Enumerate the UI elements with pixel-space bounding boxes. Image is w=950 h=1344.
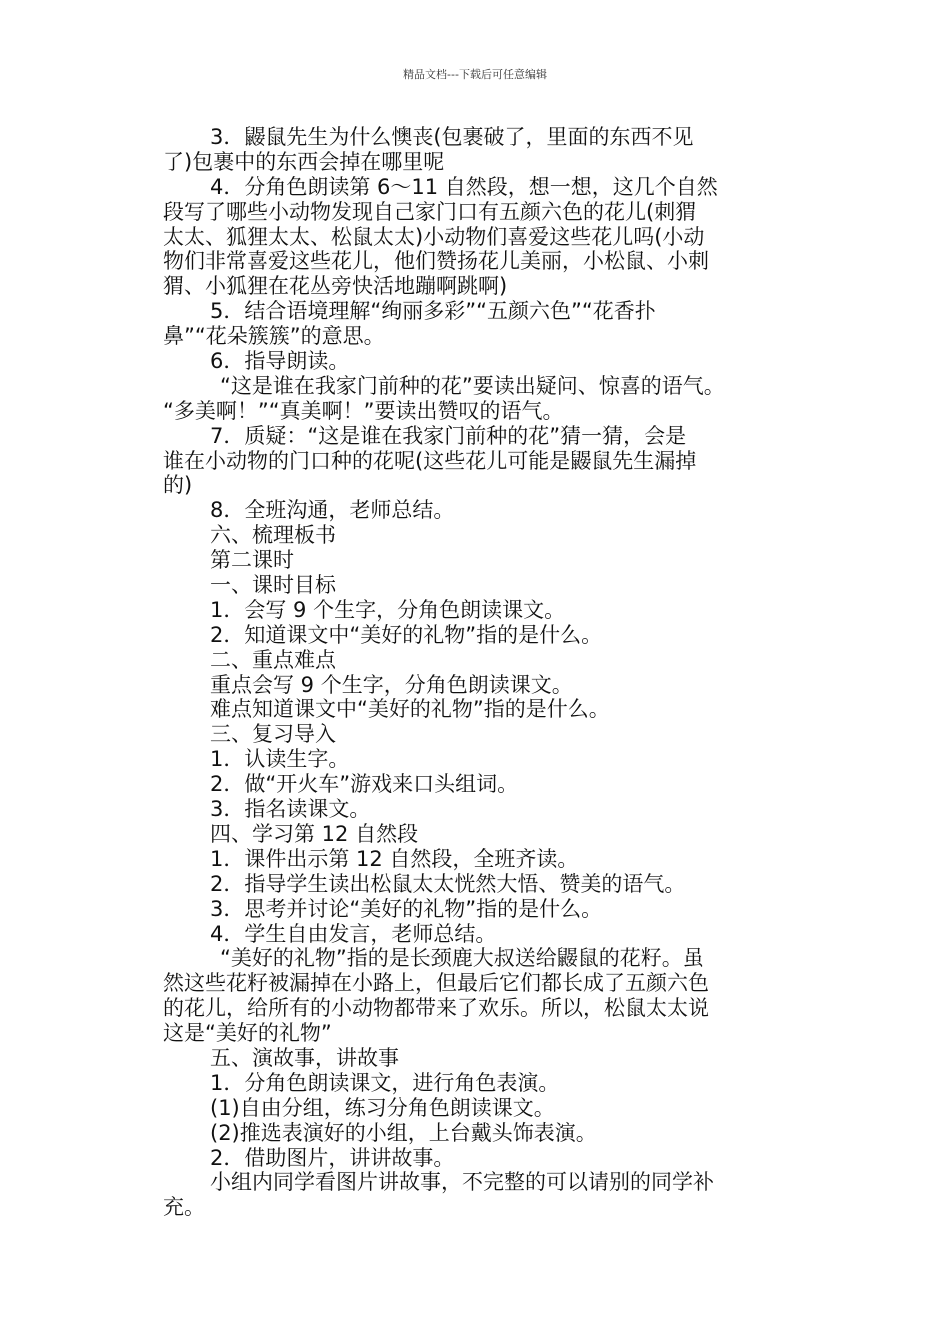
text-line: 了)包裹中的东西会掉在哪里呢 — [163, 149, 445, 174]
text-line: 2．指导学生读出松鼠太太恍然大悟、赞美的语气。 — [210, 871, 686, 896]
text-line: 1．认读生字。 — [210, 747, 350, 772]
text-line: 6．指导朗读。 — [210, 349, 350, 374]
text-line: 4．分角色朗读第 6～11 自然段，想一想，这几个自然 — [210, 174, 718, 199]
text-line: 三、复习导入 — [210, 722, 336, 747]
text-line: 猬、小狐狸在花丛旁快活地蹦啊跳啊) — [163, 274, 508, 299]
text-line: 鼻”“花朵簇簇”的意思。 — [163, 324, 385, 349]
page-header: 精品文档---下载后可任意编辑 — [403, 68, 547, 81]
text-line: “美好的礼物”指的是长颈鹿大叔送给鼹鼠的花籽。虽 — [220, 946, 704, 971]
text-line: 3．指名读课文。 — [210, 797, 371, 822]
text-line: 2．做“开火车”游戏来口头组词。 — [210, 772, 519, 797]
text-line: 5．结合语境理解“绚丽多彩”“五颜六色”“花香扑 — [210, 299, 656, 324]
text-line: 太太、狐狸太太、松鼠太太)小动物们喜爱这些花儿吗(小动 — [163, 224, 705, 249]
text-line: 然这些花籽被漏掉在小路上，但最后它们都长成了五颜六色 — [163, 971, 709, 996]
text-line: 段写了哪些小动物发现自己家门口有五颜六色的花儿(刺猬 — [163, 199, 697, 224]
text-line: 这是“美好的礼物” — [163, 1021, 332, 1046]
text-line: (1)自由分组，练习分角色朗读课文。 — [210, 1095, 555, 1120]
text-line: “多美啊！”“真美啊！”要读出赞叹的语气。 — [163, 398, 564, 423]
text-line: 物们非常喜爱这些花儿，他们赞扬花儿美丽，小松鼠、小刺 — [163, 249, 709, 274]
text-line: 1．会写 9 个生字，分角色朗读课文。 — [210, 597, 566, 622]
text-line: 一、课时目标 — [210, 573, 336, 598]
document-body — [163, 125, 789, 1220]
text-line: 四、学习第 12 自然段 — [210, 821, 419, 846]
text-line: 难点知道课文中“美好的礼物”指的是什么。 — [210, 697, 610, 722]
text-line: 4．学生自由发言，老师总结。 — [210, 921, 497, 946]
text-line: 3．鼹鼠先生为什么懊丧(包裹破了，里面的东西不见 — [210, 125, 694, 149]
text-line: 五、演故事，讲故事 — [210, 1045, 399, 1070]
text-line: 的) — [163, 473, 193, 498]
text-line: 第二课时 — [210, 548, 294, 573]
text-line: 小组内同学看图片讲故事，不完整的可以请别的同学补 — [210, 1170, 714, 1195]
text-line: 7．质疑：“这是谁在我家门前种的花”猜一猜，会是 — [210, 423, 687, 448]
text-line: 2．借助图片，讲讲故事。 — [210, 1145, 455, 1170]
text-line: 的花儿，给所有的小动物都带来了欢乐。所以，松鼠太太说 — [163, 996, 709, 1021]
text-line: 8．全班沟通，老师总结。 — [210, 498, 455, 523]
text-line: 二、重点难点 — [210, 647, 336, 672]
text-line: “这是谁在我家门前种的花”要读出疑问、惊喜的语气。 — [220, 373, 725, 398]
text-line: 六、梳理板书 — [210, 523, 336, 548]
text-line: 谁在小动物的门口种的花呢(这些花儿可能是鼹鼠先生漏掉 — [163, 448, 697, 473]
text-line: 2．知道课文中“美好的礼物”指的是什么。 — [210, 622, 603, 647]
text-line: 充。 — [163, 1195, 205, 1220]
text-line: 重点会写 9 个生字，分角色朗读课文。 — [210, 672, 573, 697]
text-line: 1．分角色朗读课文，进行角色表演。 — [210, 1070, 560, 1095]
text-line: 3．思考并讨论“美好的礼物”指的是什么。 — [210, 896, 603, 921]
text-line: 1．课件出示第 12 自然段，全班齐读。 — [210, 846, 579, 871]
text-line: (2)推选表演好的小组，上台戴头饰表演。 — [210, 1120, 597, 1145]
